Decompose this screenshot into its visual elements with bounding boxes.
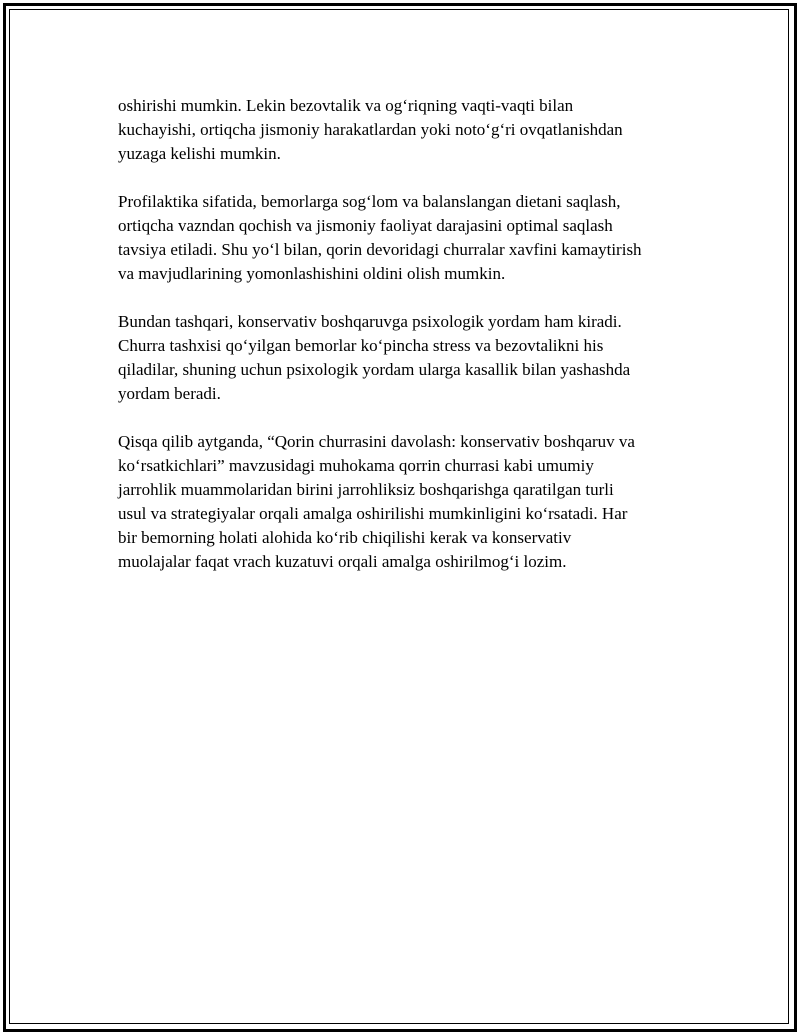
paragraph-conclusion: Qisqa qilib aytganda, “Qorin churrasini davolash: konservativ boshqaruv va ko‘rsatkichlari” mavzusidagi muhokama qorrin churrasi kabi umumiy jarrohlik muammolaridan birini jarrohliksiz boshqarishga qaratilgan turli usul va strategiyalar orqali amalga oshirilishi mumkinligini ko‘rsatadi. Har bir bemorning holati alohida ko‘rib chiqilishi kerak va konservativ muolajalar faqat vrach kuzatuvi orqali amalga oshirilmog‘i lozim.: [118, 432, 635, 571]
paragraph-prevention: Profilaktika sifatida, bemorlarga sog‘lom va balanslangan dietani saqlash, ortiqcha vazndan qochish va jismoniy faoliyat darajasini optimal saqlash tavsiya etiladi. Shu yo‘l bilan, qorin devoridagi churralar xavfini kamaytirish va mavjudlarining yomonlashishini oldini olish mumkin.: [118, 192, 642, 283]
paragraph-psychological-support: Bundan tashqari, konservativ boshqaruvga psixologik yordam ham kiradi. Churra tashxisi qo‘yilgan bemorlar ko‘pincha stress va bezovtalikni his qiladilar, shuning uchun psixologik yordam ularga kasallik bilan yashashda yordam beradi.: [118, 312, 631, 403]
paragraph-continuation: oshirishi mumkin. Lekin bezovtalik va og‘riqning vaqti-vaqti bilan kuchayishi, ortiqcha jismoniy harakatlardan yoki noto‘g‘ri ovqatlanishdan yuzaga kelishi mumkin.: [118, 96, 623, 163]
document-body: [118, 94, 698, 598]
